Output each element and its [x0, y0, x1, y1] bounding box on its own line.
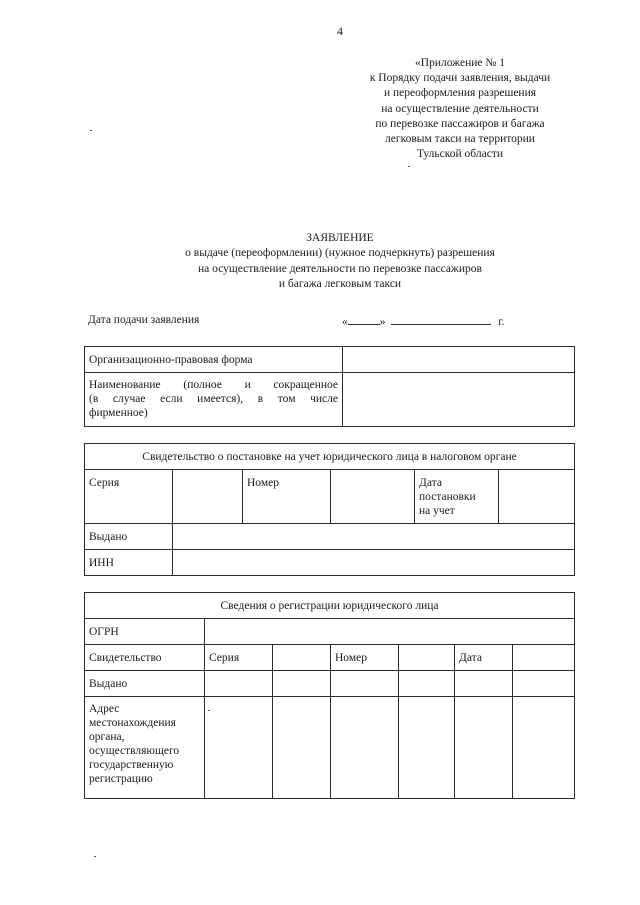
reg-address-value[interactable]: [513, 697, 575, 799]
tax-number-label: Номер: [243, 470, 331, 524]
organization-table: [84, 346, 575, 427]
scan-speck: [94, 856, 96, 857]
reg-certificate-label: Свидетельство: [85, 645, 205, 671]
address-label-line: местонахождения: [89, 717, 176, 729]
reg-issued-value[interactable]: [513, 671, 575, 697]
appendix-line: «Приложение № 1: [415, 57, 505, 69]
reg-address-value[interactable]: [205, 697, 273, 799]
org-name-label: [85, 373, 343, 427]
submission-date-field[interactable]: [342, 314, 505, 328]
appendix-line: и переоформления разрешения: [383, 87, 537, 100]
subtitle-line: и багажа легковым такси: [278, 278, 402, 291]
tax-certificate-table: [84, 443, 575, 576]
appendix-line: по перевозке пассажиров и багажа: [375, 117, 545, 130]
reg-authority-address-label: [85, 697, 205, 799]
org-name-value[interactable]: [343, 373, 575, 427]
month-blank[interactable]: [391, 314, 491, 325]
legal-form-value[interactable]: [343, 347, 575, 373]
document-title: ЗАЯВЛЕНИЕ: [306, 232, 374, 244]
org-name-label-line: Наименование (полное и сокращенное: [89, 379, 338, 391]
appendix-line: к Порядку подачи заявления, выдачи: [369, 72, 551, 85]
close-quote: »: [379, 316, 386, 328]
org-name-label-line: фирменное): [89, 407, 148, 419]
ogrn-label: ОГРН: [85, 619, 205, 645]
reg-address-value[interactable]: [455, 697, 513, 799]
tax-number-value[interactable]: [331, 470, 415, 524]
scan-speck: [90, 130, 92, 131]
tax-date-label-line: Дата: [419, 477, 442, 489]
reg-issued-label: Выдано: [85, 671, 205, 697]
address-label-line: органа,: [89, 731, 125, 743]
reg-address-value[interactable]: [331, 697, 399, 799]
subtitle-line: о выдаче (переоформлении) (нужное подчеркнуть) разрешения: [185, 247, 495, 260]
tax-date-label-line: постановки: [419, 491, 476, 503]
reg-issued-value[interactable]: [399, 671, 455, 697]
reg-number-label: Номер: [331, 645, 399, 671]
submission-date-label: Дата подачи заявления: [88, 314, 200, 326]
ogrn-value[interactable]: [205, 619, 575, 645]
legal-form-label: Организационно-правовая форма: [85, 347, 343, 373]
reg-issued-value[interactable]: [331, 671, 399, 697]
address-label-line: Адрес: [89, 703, 120, 715]
address-label-line: государственную: [89, 759, 174, 771]
tax-date-label: [415, 470, 499, 524]
registration-table: [84, 592, 575, 799]
reg-issued-value[interactable]: [273, 671, 331, 697]
tax-certificate-header: Свидетельство о постановке на учет юридического лица в налоговом органе: [85, 444, 575, 470]
registration-header: Сведения о регистрации юридического лица: [85, 593, 575, 619]
reg-number-value[interactable]: [399, 645, 455, 671]
reg-address-value[interactable]: [273, 697, 331, 799]
tax-date-label-line: на учет: [419, 505, 455, 517]
reg-address-value[interactable]: [399, 697, 455, 799]
address-label-line: регистрацию: [89, 773, 153, 785]
year-suffix: г.: [498, 316, 505, 328]
inn-label: ИНН: [85, 550, 173, 576]
reg-issued-value[interactable]: [455, 671, 513, 697]
tax-series-value[interactable]: [173, 470, 243, 524]
day-blank[interactable]: [348, 314, 380, 325]
reg-issued-value[interactable]: [205, 671, 273, 697]
scan-speck: [408, 166, 410, 167]
document-title-block: [100, 231, 580, 293]
reg-date-value[interactable]: [513, 645, 575, 671]
reg-series-label: Серия: [205, 645, 273, 671]
reg-series-value[interactable]: [273, 645, 331, 671]
appendix-header: [340, 56, 580, 162]
scan-speck: [208, 710, 210, 711]
tax-issued-value[interactable]: [173, 524, 575, 550]
appendix-line: на осуществление деятельности: [381, 102, 539, 115]
tax-date-value[interactable]: [499, 470, 575, 524]
org-name-label-line: (в случае если имеется), в том числе: [89, 393, 338, 405]
page-number: 4: [337, 24, 343, 38]
subtitle-line: на осуществление деятельности по перевозке пассажиров: [198, 262, 482, 275]
reg-date-label: Дата: [455, 645, 513, 671]
address-label-line: осуществляющего: [89, 745, 180, 757]
tax-series-label: Серия: [85, 470, 173, 524]
open-quote: «: [342, 316, 348, 328]
inn-value[interactable]: [173, 550, 575, 576]
appendix-line: Тульской области: [416, 148, 503, 161]
tax-issued-label: Выдано: [85, 524, 173, 550]
appendix-line: легковым такси на территории: [385, 133, 535, 146]
